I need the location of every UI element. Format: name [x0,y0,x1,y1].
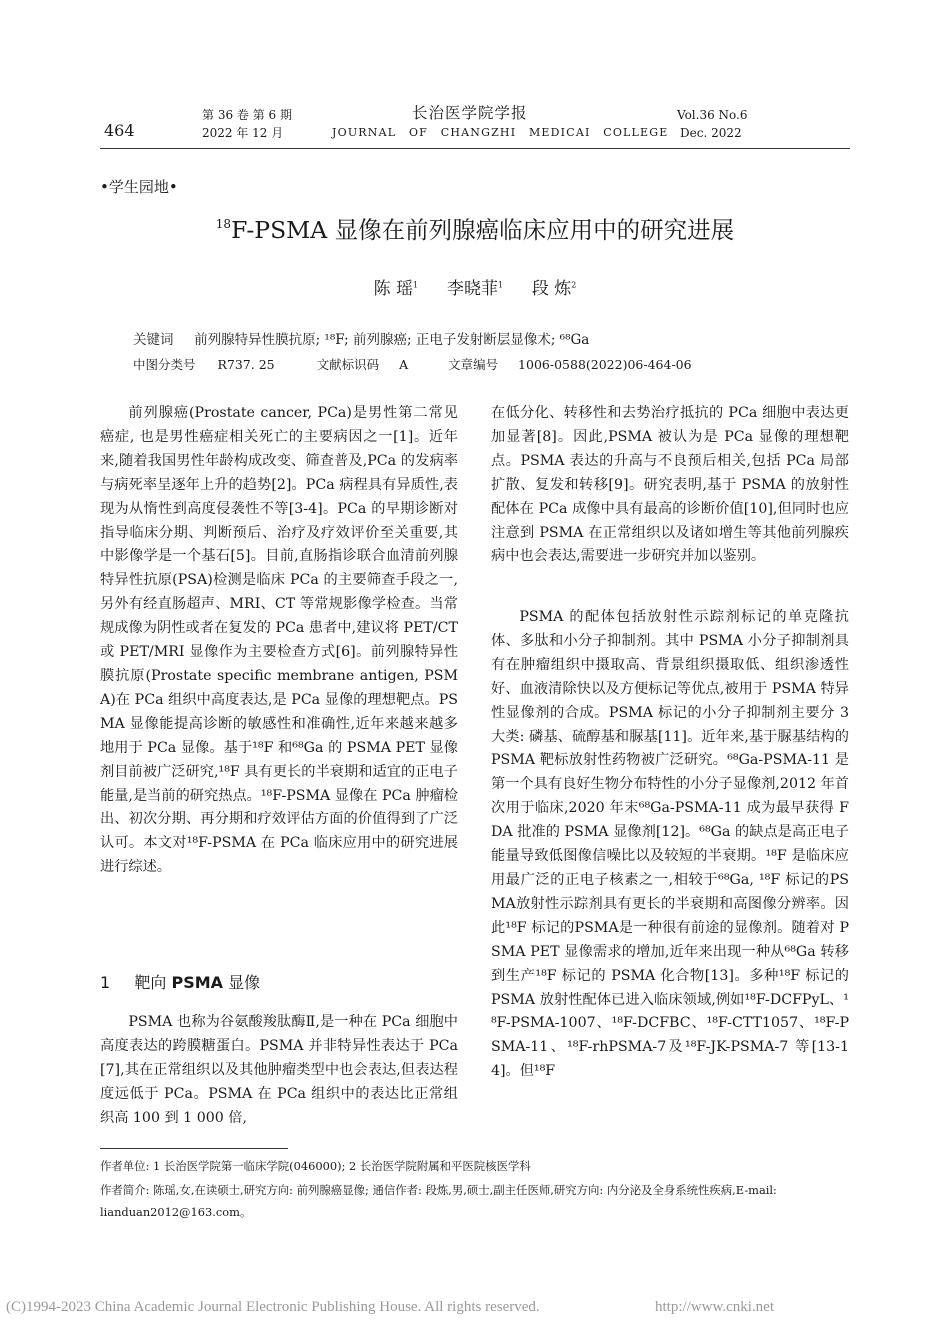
journal-title-en: JOURNAL OF CHANGZHI MEDICAI COLLEGE [332,126,669,139]
date-en: Dec. 2022 [680,126,742,140]
title-text: F-PSMA 显像在前列腺癌临床应用中的研究进展 [231,216,735,244]
cnki-link[interactable]: http://www.cnki.net [655,1299,775,1315]
classification-line [133,356,692,374]
author-1: 陈 瑶 [373,279,414,299]
section-1-title-post: 显像 [223,973,261,992]
clc-value: R737. 25 [217,357,275,372]
article-title [0,215,950,245]
column-tag: •学生园地• [100,178,178,196]
volume-cn: 第 36 卷 第 6 期 [202,108,292,122]
date-cn: 2022 年 12 月 [202,126,284,140]
author-3: 段 炼 [531,279,572,299]
right-paragraph-2: PSMA 的配体包括放射性示踪剂标记的单克隆抗体、多肽和小分子抑制剂。其中 PSMA 小分子抑制剂具有在肿瘤组织中摄取高、背景组织摄取低、组织渗透性好、血液清除快以及方便标记等优点,被用于 PSMA 特异性显像剂的合成。PSMA 标记的小分子抑制剂主要分 3 大类: 磷基、硫醇基和脲基[11]。近年来,基于脲基结构的 PSMA 靶标放射性药物被广泛研究。⁶⁸Ga-PSMA-11 是第一个具有良好生物分布特性的小分子显像剂,2012 年首次用于临床,2020 年末⁶⁸Ga-PSMA-11 成为最早获得 FDA 批准的 PSMA 显像剂[12]。⁶⁸Ga 的缺点是高正电子能量导致低图像信噪比以及较短的半衰期。¹⁸F 是临床应用最广泛的正电子核素之一,相较于⁶⁸Ga, ¹⁸F 标记的PSMA放射性示踪剂具有更长的半衰期和高图像分辨率。因此¹⁸F 标记的PSMA是一种很有前途的显像剂。随着对 PSMA PET 显像需求的增加,近年来出现一种从⁶⁸Ga 转移到生产¹⁸F 标记的 PSMA 化合物[13]。多种¹⁸F 标记的 PSMA 放射性配体已进入临床领域,例如¹⁸F-DCFPyL、¹⁸F-PSMA-1007、¹⁸F-DCFBC、¹⁸F-CTT1057、¹⁸F-PSMA-11、¹⁸F-rhPSMA-7及¹⁸F-JK-PSMA-7 等[13-14]。但¹⁸F [491,609,849,1080]
author-2-affil: 1 [497,280,504,290]
keywords-label: 关键词 [133,332,174,348]
author-2: 李晓菲 [446,279,498,299]
clc-label: 中图分类号 [133,357,196,372]
keywords-line [133,331,589,349]
doc-code-value: A [399,357,409,372]
section-1-title-pre: 靶向 [134,973,172,992]
author-3-affil: 2 [571,280,577,290]
keywords: 前列腺特异性膜抗原; ¹⁸F; 前列腺癌; 正电子发射断层显像术; ⁶⁸Ga [194,332,590,348]
header-rule [100,148,850,149]
section-1-heading [100,973,260,993]
copyright-notice: (C)1994-2023 China Academic Journal Electronic Publishing House. All rights reserved. [6,1299,540,1315]
journal-title-cn: 长治医学院学报 [412,104,528,122]
right-paragraph-1: 在低分化、转移性和去势治疗抵抗的 PCa 细胞中表达更加显著[8]。因此,PSMA 被认为是 PCa 显像的理想靶点。PSMA 表达的升高与不良预后相关,包括 PCa 局部扩散、复发和转移[9]。研究表明,基于 PSMA 的放射性配体在 PCa 成像中具有最高的诊断价值[10],但同时也应注意到 PSMA 在正常组织以及诸如增生等其他前列腺疾病中也会表达,需要进一步研究并加以鉴别。 [491,405,849,565]
footnote-affiliation: 作者单位: 1 长治医学院第一临床学院(046000); 2 长治医学院附属和平医院核医学科 [100,1159,531,1173]
title-superscript: 18 [215,217,232,231]
author-line [0,278,950,300]
doc-code-label: 文献标识码 [316,357,380,372]
footnote-bio: 作者简介: 陈瑶,女,在读硕士,研究方向: 前列腺癌显像; 通信作者: 段炼,男,硕士,副主任医师,研究方向: 内分泌及全身系统性疾病,E-mail: lianduan2012@163.com。 [100,1183,777,1219]
left-paragraph-1: 前列腺癌(Prostate cancer, PCa)是男性第二常见癌症, 也是男性癌症相关死亡的主要病因之一[1]。近年来,随着我国男性年龄构成改变、筛查普及,PCa 的发病率与病死率呈逐年上升的趋势[2]。PCa 病程具有异质性,表现为从惰性到高度侵袭性不等[3-4]。PCa 的早期诊断对指导临床分期、判断预后、治疗及疗效评价至关重要,其中影像学是一个基石[5]。目前,直肠指诊联合血清前列腺特异性抗原(PSA)检测是临床 PCa 的主要筛查手段之一,另外有经直肠超声、MRI、CT 等常规影像学检查。当常规成像为阴性或者在复发的 PCa 患者中,建议将 PET/CT 或 PET/MRI 显像作为主要检查方式[6]。前列腺特异性膜抗原(Prostate specific membrane antigen, PSMA)在 PCa 组织中高度表达,是 PCa 显像的理想靶点。PSMA 显像能提高诊断的敏感性和准确性,近年来越来越多地用于 PCa 显像。基于¹⁸F 和⁶⁸Ga 的 PSMA PET 显像剂目前被广泛研究,¹⁸F 具有更长的半衰期和适宜的正电子能量,是当前的研究热点。¹⁸F-PSMA 显像在 PCa 肿瘤检出、初次分期、再分期和疗效评估方面的价值得到了广泛认可。本文对¹⁸F-PSMA 在 PCa 临床应用中的研究进展进行综述。 [100,405,458,876]
left-paragraph-2: PSMA 也称为谷氨酸羧肽酶Ⅱ,是一种在 PCa 细胞中高度表达的跨膜糖蛋白。PSMA 并非特异性表达于 PCa[7],其在正常组织以及其他肿瘤类型中也会表达,但表达程度远低于 PCa。PSMA 在 PCa 组织中的表达比正常组织高 100 到 1 000 倍, [100,1014,458,1126]
section-1-title-bold: PSMA [171,973,224,992]
article-no-value: 1006-0588(2022)06-464-06 [518,357,692,372]
volume-en: Vol.36 No.6 [677,108,748,122]
page-number: 464 [104,121,135,140]
section-1-number: 1 [100,973,111,992]
author-1-affil: 1 [413,280,419,290]
article-no-label: 文章编号 [448,357,499,372]
footnote-rule [100,1148,288,1149]
